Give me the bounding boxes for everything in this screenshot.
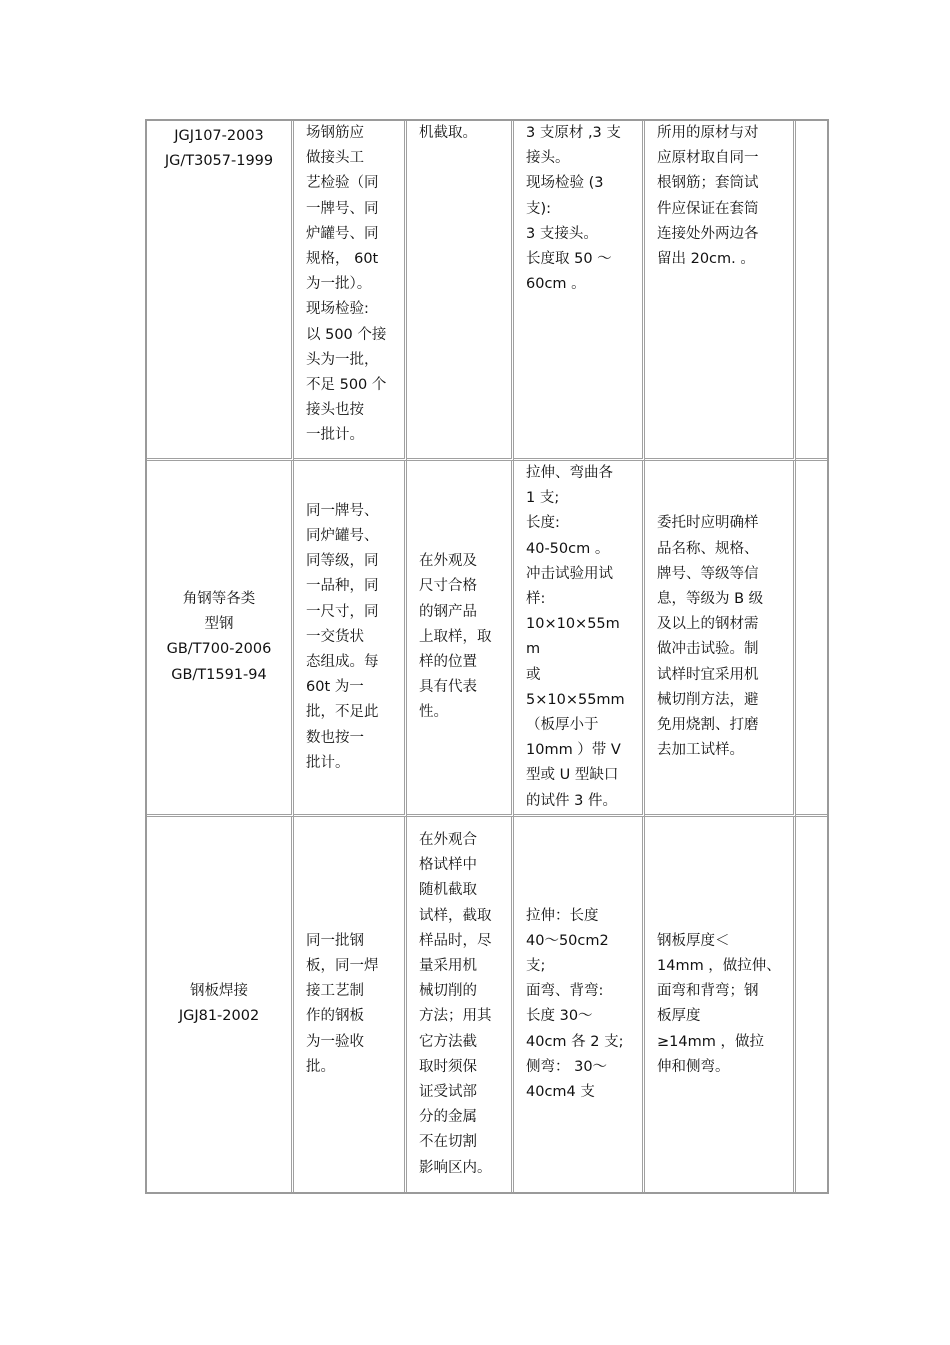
quantity-cell bbox=[514, 121, 645, 461]
quantity-text: 3 支原材 ,3 支 接头。 现场检验 (3 支): 3 支接头。 长度取 50 ～ 60cm 。 bbox=[526, 125, 621, 293]
sampling-cell bbox=[407, 461, 514, 817]
quantity-cell bbox=[514, 461, 645, 817]
batch-cell bbox=[294, 121, 407, 461]
sampling-standards-table bbox=[145, 119, 829, 1194]
standard-cell bbox=[147, 817, 294, 1192]
standard-cell bbox=[147, 461, 294, 817]
notes-cell bbox=[645, 817, 796, 1192]
standard-text: JGJ107-2003 JG/T3057-1999 bbox=[164, 128, 274, 170]
table-row bbox=[147, 461, 827, 817]
notes-text: 钢板厚度＜ 14mm ，做拉伸、 面弯和背弯；钢 板厚度 ≥14mm ，做拉 伸和侧弯。 bbox=[657, 932, 781, 1075]
sampling-cell bbox=[407, 121, 514, 461]
batch-text: 同一批钢 板，同一焊 接工艺制 作的钢板 为一验收 批。 bbox=[306, 932, 379, 1075]
quantity-cell bbox=[514, 817, 645, 1192]
standard-text: 钢板焊接 JGJ81-2002 bbox=[178, 983, 260, 1025]
notes-cell bbox=[645, 121, 796, 461]
sampling-text: 在外观及 尺寸合格 的钢产品 上取样，取 样的位置 具有代表 性。 bbox=[419, 553, 492, 721]
batch-cell bbox=[294, 461, 407, 817]
extra-cell bbox=[796, 817, 827, 1192]
extra-cell bbox=[796, 461, 827, 817]
notes-cell bbox=[645, 461, 796, 817]
extra-cell bbox=[796, 121, 827, 461]
quantity-text: 拉伸：长度 40～50cm2 支; 面弯、背弯: 长度 30～ 40cm 各 2 支; 侧弯： 30～ 40cm4 支 bbox=[526, 907, 624, 1100]
standard-cell bbox=[147, 121, 294, 461]
standard-text: 角钢等各类 型钢 GB/T700-2006 GB/T1591-94 bbox=[166, 591, 272, 683]
notes-text: 所用的原材与对 应原材取自同一 根钢筋；套筒试 件应保证在套筒 连接处外两边各 留出 20cm. 。 bbox=[657, 125, 759, 268]
table-row bbox=[147, 817, 827, 1192]
sampling-text: 机截取。 bbox=[419, 125, 477, 141]
notes-text: 委托时应明确样 品名称、规格、 牌号、等级等信 息，等级为 B 级 及以上的钢材需 做冲击试验。制 试样时宜采用机 械切削方法，避 免用烧割、打磨 去加工试样。 bbox=[657, 515, 764, 759]
batch-text: 同一牌号、 同炉罐号、 同等级，同 一品种，同 一尺寸，同 一交货状 态组成。每 60t 为一 批，不足此 数也按一 批计。 bbox=[306, 502, 379, 771]
table-row bbox=[147, 121, 827, 461]
sampling-cell bbox=[407, 817, 514, 1192]
quantity-text: 拉伸、弯曲各 1 支; 长度: 40-50cm 。 冲击试验用试 样: 10×10×55mm 或 5×10×55mm （板厚小于 10mm ）带 V 型或 U 型缺口 的试件 3 件。 bbox=[526, 465, 625, 809]
batch-cell bbox=[294, 817, 407, 1192]
batch-text: 场钢筋应 做接头工 艺检验（同 一牌号、同 炉罐号、同 规格， 60t 为一批）。 现场检验: 以 500 个接 头为一批， 不足 500 个 接头也按 一批计。 bbox=[306, 125, 387, 444]
sampling-text: 在外观合 格试样中 随机截取 试样，截取 样品时，尽 量采用机 械切削的 方法；用其 它方法截 取时须保 证受试部 分的金属 不在切割 影响区内。 bbox=[419, 831, 492, 1176]
